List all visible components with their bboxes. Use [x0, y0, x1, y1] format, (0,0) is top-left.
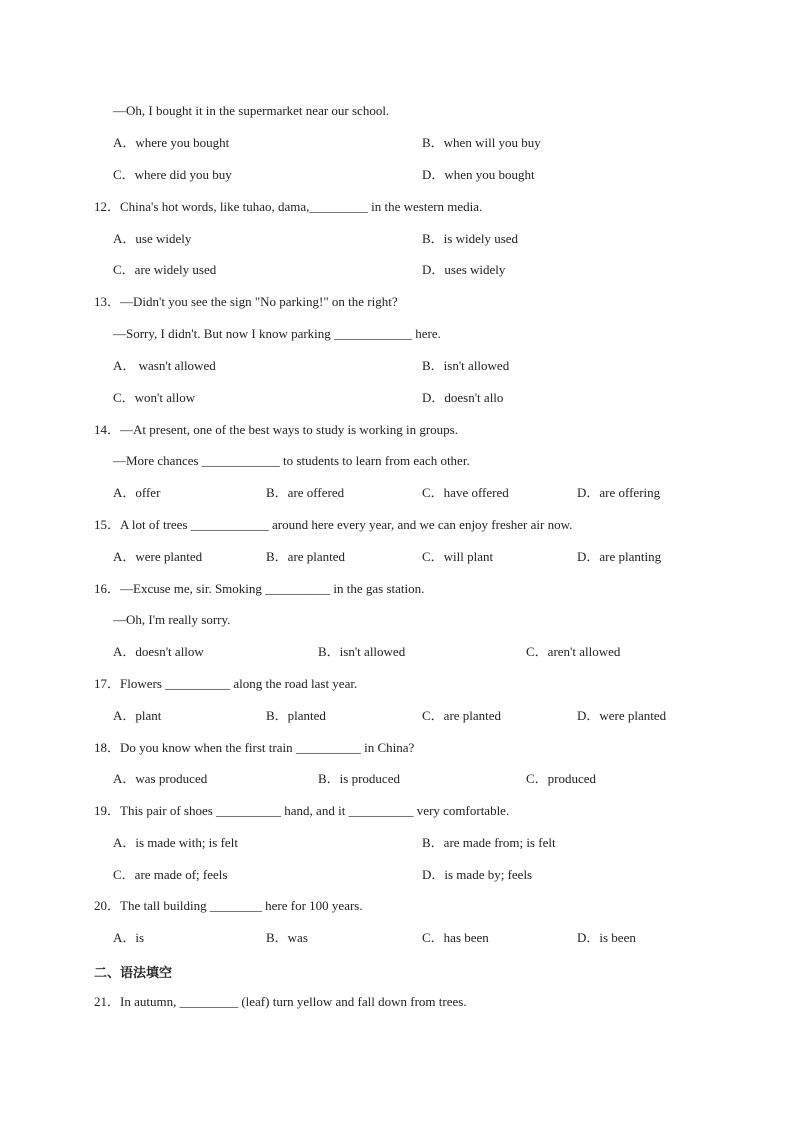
q19-option-a[interactable]: A．is made with; is felt: [113, 835, 238, 850]
q13-option-d[interactable]: D．doesn't allo: [422, 390, 504, 405]
q11-option-d[interactable]: D．when you bought: [422, 167, 535, 182]
section-heading-grammar-fill: 二、语法填空: [94, 966, 173, 981]
q17-stem: 17．Flowers __________ along the road last year.: [94, 676, 358, 691]
q11-answer-line: —Oh, I bought it in the supermarket near our school.: [113, 103, 390, 118]
q18-option-a[interactable]: A．was produced: [113, 771, 208, 786]
q13-stem: 13．—Didn't you see the sign "No parking!" on the right?: [94, 294, 398, 309]
q13-option-c[interactable]: C．won't allow: [113, 390, 196, 405]
q17-option-b[interactable]: B．planted: [266, 708, 326, 723]
q20-stem: 20．The tall building ________ here for 100 years.: [94, 898, 363, 913]
q14-line2: —More chances ____________ to students to learn from each other.: [113, 453, 470, 468]
q21-stem: 21．In autumn, _________ (leaf) turn yellow and fall down from trees.: [94, 994, 467, 1009]
q19-option-c[interactable]: C．are made of; feels: [113, 867, 228, 882]
q14-option-c[interactable]: C．have offered: [422, 485, 509, 500]
q15-option-b[interactable]: B．are planted: [266, 549, 346, 564]
q12-option-c[interactable]: C．are widely used: [113, 262, 217, 277]
q14-option-a[interactable]: A．offer: [113, 485, 161, 500]
q17-option-d[interactable]: D．were planted: [577, 708, 667, 723]
q13-option-b[interactable]: B．isn't allowed: [422, 358, 510, 373]
q15-stem: 15．A lot of trees ____________ around here every year, and we can enjoy fresher air now.: [94, 517, 573, 532]
q17-option-c[interactable]: C．are planted: [422, 708, 502, 723]
q12-option-b[interactable]: B．is widely used: [422, 231, 519, 246]
q14-option-b[interactable]: B．are offered: [266, 485, 345, 500]
q20-option-c[interactable]: C．has been: [422, 930, 489, 945]
q12-stem: 12．China's hot words, like tuhao, dama,_________ in the western media.: [94, 199, 483, 214]
q19-option-b[interactable]: B．are made from; is felt: [422, 835, 556, 850]
q16-option-c[interactable]: C．aren't allowed: [526, 644, 621, 659]
q16-option-a[interactable]: A．doesn't allow: [113, 644, 204, 659]
q12-option-d[interactable]: D．uses widely: [422, 262, 506, 277]
q14-stem: 14．—At present, one of the best ways to study is working in groups.: [94, 422, 458, 437]
q16-line2: —Oh, I'm really sorry.: [113, 612, 231, 627]
q19-option-d[interactable]: D．is made by; feels: [422, 867, 533, 882]
q20-option-a[interactable]: A．is: [113, 930, 145, 945]
q18-option-b[interactable]: B．is produced: [318, 771, 400, 786]
q17-option-a[interactable]: A．plant: [113, 708, 162, 723]
q14-option-d[interactable]: D．are offering: [577, 485, 661, 500]
q15-option-d[interactable]: D．are planting: [577, 549, 662, 564]
q11-option-a[interactable]: A．where you bought: [113, 135, 230, 150]
q20-option-b[interactable]: B．was: [266, 930, 308, 945]
q19-stem: 19．This pair of shoes __________ hand, and it __________ very comfortable.: [94, 803, 510, 818]
q15-option-c[interactable]: C．will plant: [422, 549, 494, 564]
q16-stem: 16．—Excuse me, sir. Smoking __________ in the gas station.: [94, 581, 425, 596]
q11-option-b[interactable]: B．when will you buy: [422, 135, 541, 150]
q16-option-b[interactable]: B．isn't allowed: [318, 644, 406, 659]
q15-option-a[interactable]: A．were planted: [113, 549, 203, 564]
q20-option-d[interactable]: D．is been: [577, 930, 636, 945]
q13-line2: —Sorry, I didn't. But now I know parking ____________ here.: [113, 326, 441, 341]
q12-option-a[interactable]: A．use widely: [113, 231, 192, 246]
q11-option-c[interactable]: C．where did you buy: [113, 167, 232, 182]
q13-option-a[interactable]: A． wasn't allowed: [113, 358, 216, 373]
q18-option-c[interactable]: C．produced: [526, 771, 597, 786]
q18-stem: 18．Do you know when the first train __________ in China?: [94, 740, 415, 755]
